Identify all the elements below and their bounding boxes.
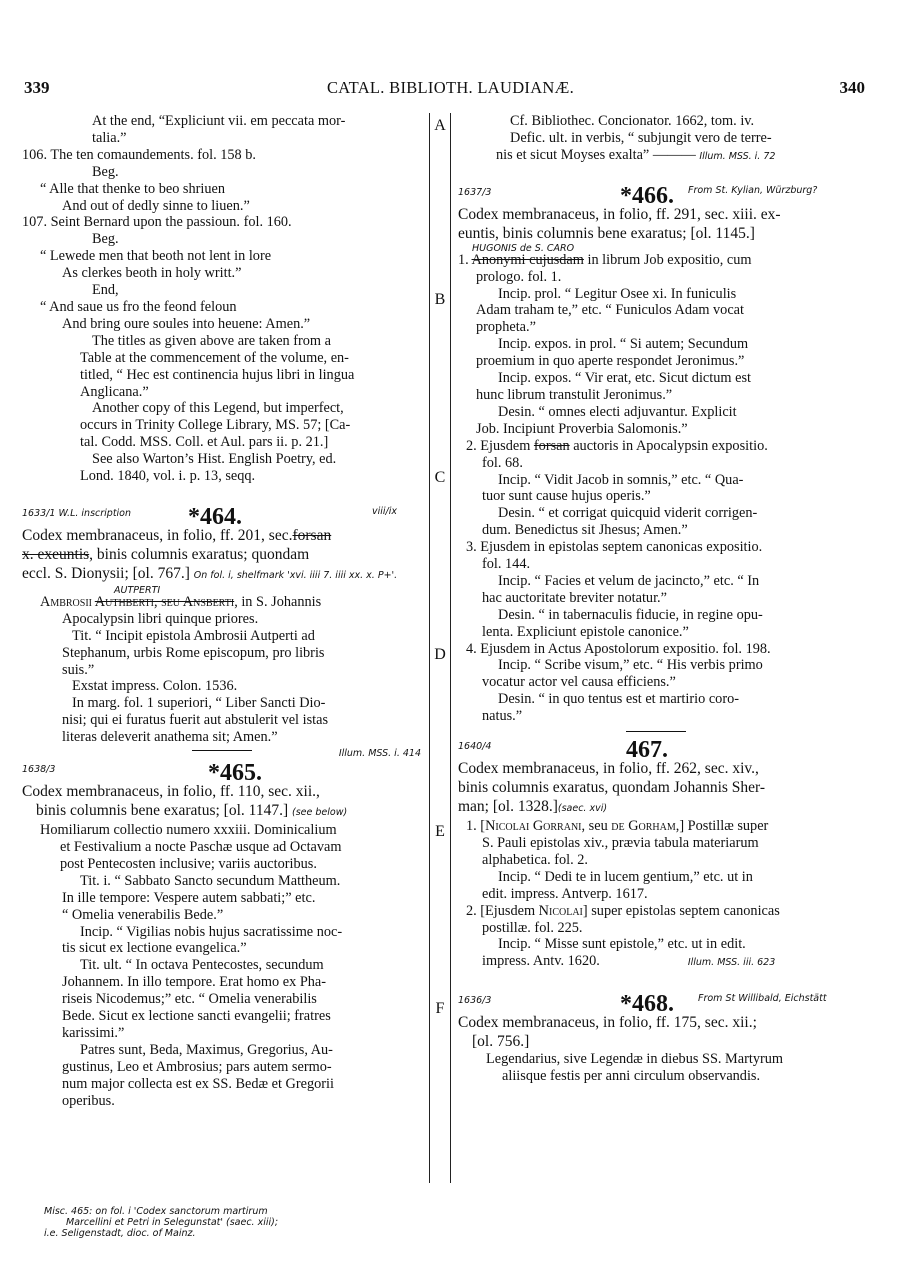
verse-line: As clerkes beoth in holy writt.”	[62, 265, 242, 282]
text-span: 2. Ejusdem	[466, 437, 534, 454]
text-line	[458, 953, 870, 972]
text-line: gustinus, Leo et Ambrosius; pars autem sermo-	[62, 1058, 332, 1075]
text-span: 2. [Ejusdem	[466, 902, 539, 919]
text-line: talia.”	[92, 129, 127, 146]
text-line	[458, 147, 870, 166]
text-line: suis.”	[62, 661, 95, 678]
text-line: Another copy of this Legend, but imperfect,	[92, 400, 344, 417]
text-line: Cf. Bibliothec. Concionator. 1662, tom. iv.	[510, 113, 755, 129]
margin-letter-b: B	[434, 291, 446, 308]
text-line: alphabetica. fol. 2.	[482, 851, 588, 868]
dash-mark: ———	[652, 146, 696, 163]
entry-number: *466.	[620, 182, 674, 209]
text-line: literas deleverit anathema sit; Amen.”	[62, 729, 278, 746]
text-line: lenta. Expliciunt epistole canonice.”	[482, 623, 689, 640]
author-name: Nicolai Gorrani	[485, 818, 582, 835]
inserted-text-line	[458, 243, 870, 252]
margin-letter-c: C	[434, 469, 446, 486]
text-line: Lond. 1840, vol. i. p. 13, seqq.	[80, 468, 256, 485]
entry-number: *464.	[188, 504, 242, 531]
text-line: operibus.	[62, 1092, 115, 1109]
description-line	[458, 797, 870, 818]
text-line: edit. impress. Antverp. 1617.	[482, 885, 648, 902]
text-line: Tit. ult. “ In octava Pentecostes, secundum	[80, 957, 324, 974]
item-1	[458, 818, 870, 835]
verse-line: “ And saue us fro the feond feloun	[40, 298, 237, 315]
item-2	[458, 903, 870, 920]
text-line: fol. 68.	[482, 454, 523, 471]
text-line: hac auctoritate breviter notatur.”	[482, 589, 667, 606]
description-line: Codex membranaceus, in folio, ff. 291, sec. xiii. ex-	[458, 205, 781, 223]
text-line: tuor sunt cause hujus operis.”	[482, 488, 651, 505]
text-line: Incip. “ Vidit Jacob in somnis,” etc. “ Qua-	[498, 471, 744, 488]
text-span: 1. [	[466, 818, 486, 835]
text-span: nis et sicut Moyses exalta”	[496, 146, 650, 163]
inserted-text-line	[22, 585, 429, 594]
entry-466-heading	[458, 178, 870, 209]
text-line: Incip. “ Misse sunt epistole,” etc. ut in edit.	[498, 936, 746, 953]
page-number-left: 339	[24, 78, 50, 97]
item-3: 3. Ejusdem in epistolas septem canonicas expositio.	[466, 539, 763, 556]
description-line: Codex membranaceus, in folio, ff. 262, sec. xiv.,	[458, 760, 759, 778]
text-line: Tit. “ Incipit epistola Ambrosii Autperti ad	[72, 627, 315, 644]
text-line: riseis Nicodemus;” etc. “ Omelia venerabilis	[62, 991, 317, 1008]
text-line: Apocalypsin libri quinque priores.	[62, 610, 259, 627]
footnote-line: i.e. Seligenstadt, dioc. of Mainz.	[44, 1228, 196, 1239]
shelf-annotation: 1636/3	[458, 995, 492, 1007]
description-line: euntis, binis columnis bene exaratus; [ol. 1145.]	[458, 224, 755, 242]
text-line: Desin. “ et corrigat quicquid viderit corrigen-	[498, 505, 758, 522]
column-rule-right	[450, 113, 451, 1183]
text-line: Johannem. In illo tempore. Erat homo ex Pha-	[62, 974, 327, 991]
text-line: Tit. i. “ Sabbato Sancto secundum Mattheum.	[80, 872, 341, 889]
text-line: Defic. ult. in verbis, “ subjungit vero de terre-	[510, 129, 772, 146]
text-line: num major collecta est ex SS. Bedæ et Gregorii	[62, 1075, 334, 1092]
text-line: Adam traham te,” etc. “ Funiculos Adam vocat	[476, 302, 744, 319]
text-line: Job. Incipiunt Proverbia Salomonis.”	[476, 420, 688, 437]
struck-text: x. exeuntis	[22, 545, 90, 563]
margin-letter-a: A	[434, 117, 446, 134]
text-span: impress. Antv. 1620.	[482, 953, 600, 970]
shelf-annotation: 1637/3	[458, 186, 492, 198]
item-1	[458, 252, 870, 269]
entry-number: *465.	[208, 760, 262, 787]
text-span: man; [ol. 1328.]	[458, 798, 558, 816]
text-span: in librum Job expositio, cum	[583, 251, 752, 268]
text-line: Patres sunt, Beda, Maximus, Gregorius, Au-	[80, 1041, 333, 1058]
running-header	[0, 78, 901, 102]
text-line: Legendarius, sive Legendæ in diebus SS. Martyrum	[486, 1051, 784, 1068]
shelf-annotation: 1638/3	[22, 764, 56, 776]
text-line: Beg.	[92, 231, 119, 248]
item-106: 106. The ten comaundements. fol. 158 b.	[22, 146, 256, 163]
text-line: fol. 144.	[482, 556, 531, 573]
description-line: Codex membranaceus, in folio, ff. 110, sec. xii.,	[22, 783, 320, 801]
text-line: tis sicut ex lectione evangelica.”	[62, 940, 247, 957]
text-line: In ille tempore: Vespere autem sabbati;” etc.	[62, 889, 316, 906]
margin-letter-f: F	[435, 1000, 445, 1017]
illum-note: Illum. MSS. i. 72	[699, 150, 776, 162]
text-line: hunc librum transtulit Jeronimus.”	[476, 386, 673, 403]
description-line: binis columnis exaratus, quondam Johannis Sher-	[458, 779, 766, 797]
text-span: 1.	[458, 251, 472, 268]
text-line: Exstat impress. Colon. 1536.	[72, 678, 238, 695]
text-line: Desin. “ in quo tentus est et martirio coro-	[498, 691, 740, 708]
text-line: Beg.	[92, 163, 119, 180]
struck-text: Authberti, seu Ansberti	[94, 593, 235, 610]
verse-line: And bring oure soules into heuene: Amen.”	[62, 315, 311, 332]
text-span: Codex membranaceus, in folio, ff. 201, sec.	[22, 526, 293, 544]
margin-letter-d: D	[434, 646, 446, 663]
text-line: Incip. “ Scribe visum,” etc. “ His verbis primo	[498, 657, 763, 674]
item-2	[458, 438, 870, 455]
inserted-correction: HUGONIS de S. CARO	[472, 242, 575, 254]
verse-line: “ Alle that thenke to beo shriuen	[40, 180, 226, 197]
shelfmark-note: On fol. i, shelfmark 'xvi. iiii 7. iiii xx. x. P+'.	[193, 569, 398, 581]
entry-465-heading	[22, 755, 429, 787]
description-line: Codex membranaceus, in folio, ff. 175, sec. xii.;	[458, 1014, 757, 1032]
text-span: auctoris in Apocalypsin expositio.	[569, 437, 768, 454]
text-span: ] super epistolas septem canonicas	[582, 902, 780, 919]
entry-467-heading	[458, 732, 870, 764]
text-line: S. Pauli epistolas xiv., prævia tabula materiarum	[482, 835, 759, 851]
date-note: (saec. xvi)	[557, 803, 608, 815]
struck-text: forsan	[292, 526, 332, 544]
text-line: Incip. “ Vigilias nobis hujus sacratissime noc-	[80, 923, 343, 940]
footnote-line: Misc. 465: on fol. i 'Codex sanctorum martirum	[44, 1206, 268, 1217]
author-name: Nicolai	[538, 902, 583, 919]
text-line: Bede. Sicut ex lectione sancti evangelii; fratres	[62, 1008, 331, 1025]
entry-number: *468.	[620, 991, 674, 1018]
see-below-note: (see below)	[292, 807, 348, 819]
text-line: “ Omelia venerabilis Bede.”	[62, 906, 224, 923]
text-span: binis columnis bene exaratus; [ol. 1147.]	[36, 802, 289, 820]
illum-note: Illum. MSS. iii. 623	[687, 957, 776, 969]
text-line: occurs in Trinity College Library, MS. 57; [Ca-	[80, 417, 351, 434]
text-line: Incip. prol. “ Legitur Osee xi. In funiculis	[498, 285, 737, 302]
handwritten-footnote	[44, 1206, 278, 1239]
author-name: Ambrosii	[40, 593, 95, 610]
text-line: proemium in quo aperte respondet Jeronimus.”	[476, 353, 745, 370]
text-span: ,] Postillæ super	[675, 818, 769, 835]
footnote-line: Marcellini et Petri in Selegunstat' (saec. xiii);	[66, 1217, 279, 1228]
hand-date: viii/ix	[372, 505, 398, 517]
verse-line: “ Lewede men that beoth not lent in lore	[40, 248, 272, 265]
right-column	[458, 113, 870, 1085]
item-4: 4. Ejusdem in Actus Apostolorum expositio. fol. 198.	[466, 640, 771, 657]
text-line: At the end, “Expliciunt vii. em peccata mor-	[92, 113, 346, 129]
text-line: End,	[92, 282, 119, 299]
text-line: titled, “ Hec est continencia hujus libri in lingua	[80, 366, 355, 383]
text-line: aliisque festis per anni circulum observandis.	[502, 1068, 761, 1085]
text-span: , binis columnis exaratus; quondam	[89, 545, 310, 563]
entry-468-heading	[458, 986, 870, 1018]
text-line: Homiliarum collectio numero xxxiii. Dominicalium	[40, 822, 337, 839]
text-span: , in S. Johannis	[234, 593, 322, 610]
item-107: 107. Seint Bernard upon the passioun. fol. 160.	[22, 214, 292, 231]
text-line: Stephanum, urbis Rome episcopum, pro libris	[62, 644, 325, 661]
shelf-annotation: 1640/4	[458, 741, 492, 753]
entry-rule	[192, 750, 252, 751]
text-line: tal. Codd. MSS. Coll. et Aul. pars ii. p. 21.]	[80, 434, 329, 451]
entry-464-heading	[22, 499, 429, 531]
text-line: Desin. “ in tabernaculis fiducie, in regine opu-	[498, 606, 763, 623]
text-line: See also Warton’s Hist. English Poetry, ed.	[92, 451, 337, 468]
verse-line: And out of dedly sinne to liuen.”	[62, 197, 250, 214]
inserted-correction: AUTPERTI	[114, 584, 161, 596]
illum-note: Illum. MSS. i. 414	[338, 748, 421, 760]
text-line: postillæ. fol. 225.	[482, 919, 583, 936]
text-line: natus.”	[482, 708, 523, 725]
text-line: prologo. fol. 1.	[476, 268, 562, 285]
text-line: In marg. fol. 1 superiori, “ Liber Sancti Dio-	[72, 695, 326, 712]
text-line: The titles as given above are taken from a	[92, 332, 331, 349]
struck-text: Anonymi cujusdam	[471, 251, 584, 268]
left-column	[22, 113, 429, 1110]
provenance-note: From St. Kylian, Würzburg?	[688, 184, 818, 196]
text-line: Desin. “ omnes electi adjuvantur. Explicit	[498, 403, 737, 420]
struck-text: forsan	[533, 437, 570, 454]
text-line: Anglicana.”	[80, 383, 149, 400]
description-line	[22, 564, 429, 585]
text-line: Incip. expos. “ Vir erat, etc. Sicut dictum est	[498, 370, 751, 387]
text-line: vocatur actor vel causa efficiens.”	[482, 674, 676, 691]
text-line: Incip. “ Facies et velum de jacincto,” etc. “ In	[498, 572, 760, 589]
text-line: Incip. expos. in prol. “ Si autem; Secundum	[498, 336, 749, 353]
text-line: Incip. “ Dedi te in lucem gentium,” etc. ut in	[498, 868, 753, 885]
margin-letter-e: E	[435, 823, 445, 840]
text-span: eccl. S. Dionysii; [ol. 767.]	[22, 564, 190, 582]
text-line: post Pentecosten inclusive; variis auctoribus.	[60, 855, 317, 872]
text-line: propheta.”	[476, 319, 536, 336]
page-number-right: 340	[839, 78, 865, 97]
running-title: CATAL. BIBLIOTH. LAUDIANÆ.	[326, 78, 575, 97]
description-line	[22, 545, 429, 564]
description-line: [ol. 756.]	[472, 1033, 530, 1051]
author-name: de Gorham	[611, 818, 676, 835]
text-line: dum. Benedictus sit Jhesus; Amen.”	[482, 522, 688, 539]
text-line: karissimi.”	[62, 1024, 125, 1041]
text-span: , seu	[581, 818, 612, 835]
description-line	[22, 801, 429, 822]
text-line	[22, 594, 429, 611]
text-line: Table at the commencement of the volume, en-	[80, 349, 349, 366]
entry-number: 467.	[626, 737, 668, 764]
text-line: et Festivalium a nocte Paschæ usque ad Octavam	[60, 839, 342, 855]
shelf-annotation: 1633/1 W.L. inscription	[22, 508, 132, 520]
text-line: nisi; qui ei furatus fuerit aut abstulerit vel istas	[62, 712, 329, 729]
provenance-note: From St Willibald, Eichstätt	[698, 993, 827, 1005]
